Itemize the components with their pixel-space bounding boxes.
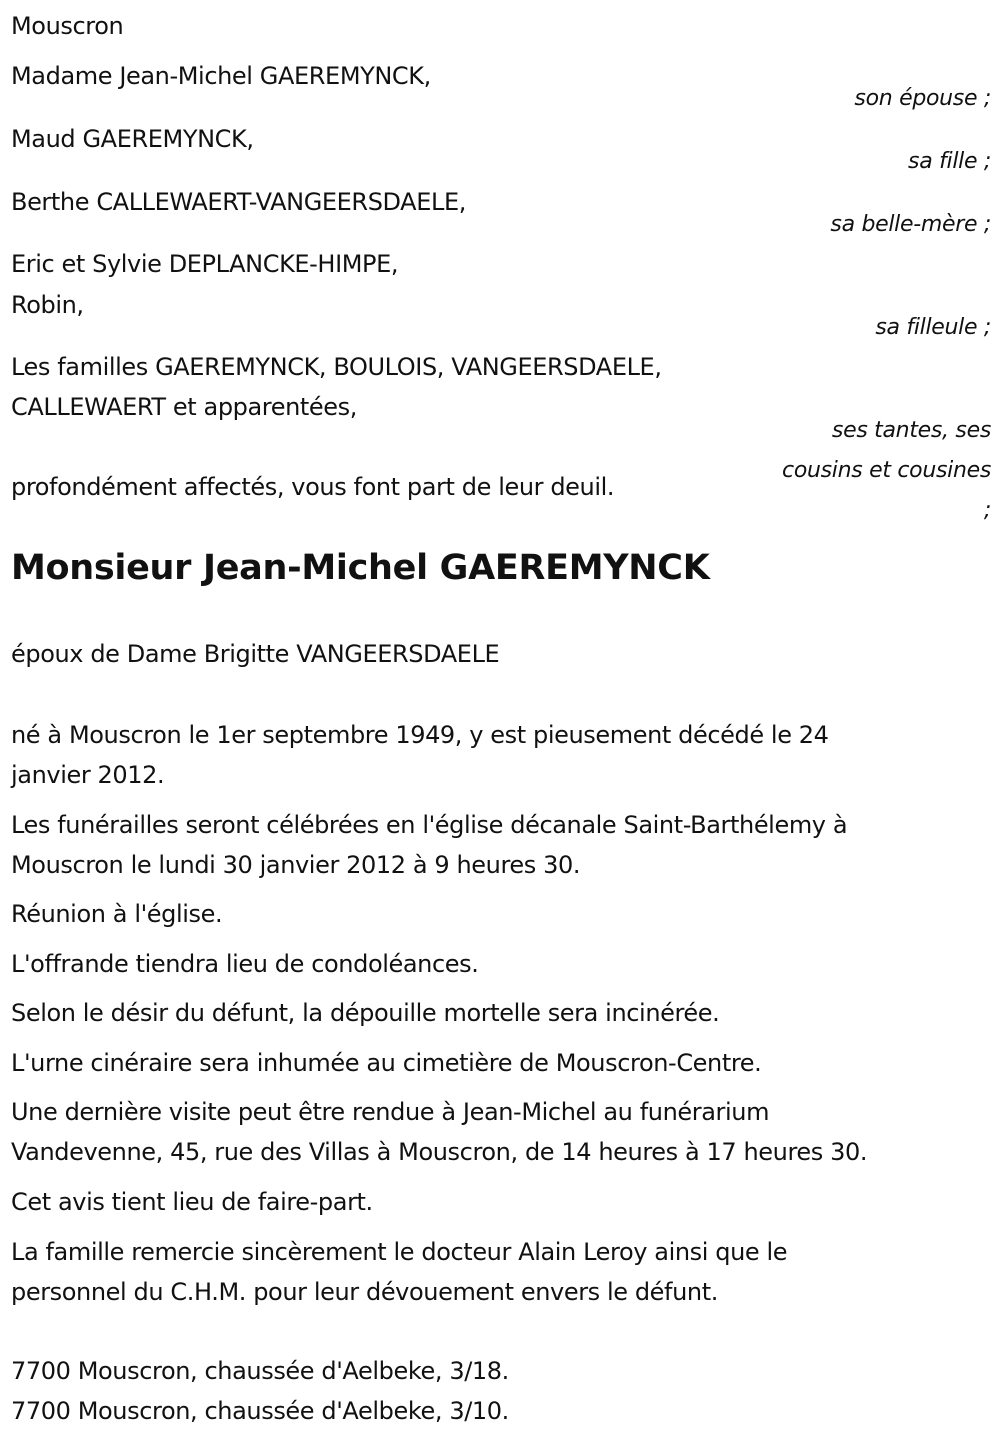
paragraph-line: Mouscron le lundi 30 janvier 2012 à 9 heures 30. xyxy=(11,851,581,879)
location-heading: Mouscron xyxy=(11,12,124,40)
family-member-role: cousins et cousines xyxy=(782,458,991,483)
family-member-name: Madame Jean-Michel GAEREMYNCK, xyxy=(11,62,431,90)
paragraph-line: L'offrande tiendra lieu de condoléances. xyxy=(11,950,479,978)
paragraph-line: La famille remercie sincèrement le docteur Alain Leroy ainsi que le xyxy=(11,1238,788,1266)
announcement-text: profondément affectés, vous font part de leur deuil. xyxy=(11,473,615,501)
paragraph-line: personnel du C.H.M. pour leur dévouement envers le défunt. xyxy=(11,1278,718,1306)
family-member-role: sa fille ; xyxy=(908,149,991,174)
family-member-name: Maud GAEREMYNCK, xyxy=(11,125,254,153)
family-member-name: Robin, xyxy=(11,291,84,319)
family-member-role: son épouse ; xyxy=(854,86,991,111)
paragraph-line: né à Mouscron le 1er septembre 1949, y est pieusement décédé le 24 xyxy=(11,721,829,749)
family-member-name: CALLEWAERT et apparentées, xyxy=(11,393,357,421)
paragraph-line: Cet avis tient lieu de faire-part. xyxy=(11,1188,373,1216)
family-member-name: Eric et Sylvie DEPLANCKE-HIMPE, xyxy=(11,250,399,278)
family-member-role: sa belle-mère ; xyxy=(830,212,991,237)
paragraph-line: Les funérailles seront célébrées en l'église décanale Saint-Barthélemy à xyxy=(11,811,848,839)
paragraph-line: L'urne cinéraire sera inhumée au cimetière de Mouscron-Centre. xyxy=(11,1049,762,1077)
family-member-name: Les familles GAEREMYNCK, BOULOIS, VANGEERSDAELE, xyxy=(11,353,662,381)
paragraph-line: janvier 2012. xyxy=(11,761,165,789)
paragraph-line: Vandevenne, 45, rue des Villas à Mouscron, de 14 heures à 17 heures 30. xyxy=(11,1138,868,1166)
address-line: 7700 Mouscron, chaussée d'Aelbeke, 3/10. xyxy=(11,1397,509,1425)
spouse-line: époux de Dame Brigitte VANGEERSDAELE xyxy=(11,640,500,668)
deceased-name: Monsieur Jean-Michel GAEREMYNCK xyxy=(11,548,710,588)
paragraph-line: Une dernière visite peut être rendue à Jean-Michel au funérarium xyxy=(11,1098,770,1126)
family-member-role: sa filleule ; xyxy=(875,315,991,340)
family-member-role: ses tantes, ses xyxy=(831,418,991,443)
paragraph-line: Réunion à l'église. xyxy=(11,900,223,928)
family-member-role: ; xyxy=(983,498,991,523)
family-member-name: Berthe CALLEWAERT-VANGEERSDAELE, xyxy=(11,188,466,216)
address-line: 7700 Mouscron, chaussée d'Aelbeke, 3/18. xyxy=(11,1357,509,1385)
paragraph-line: Selon le désir du défunt, la dépouille mortelle sera incinérée. xyxy=(11,999,720,1027)
